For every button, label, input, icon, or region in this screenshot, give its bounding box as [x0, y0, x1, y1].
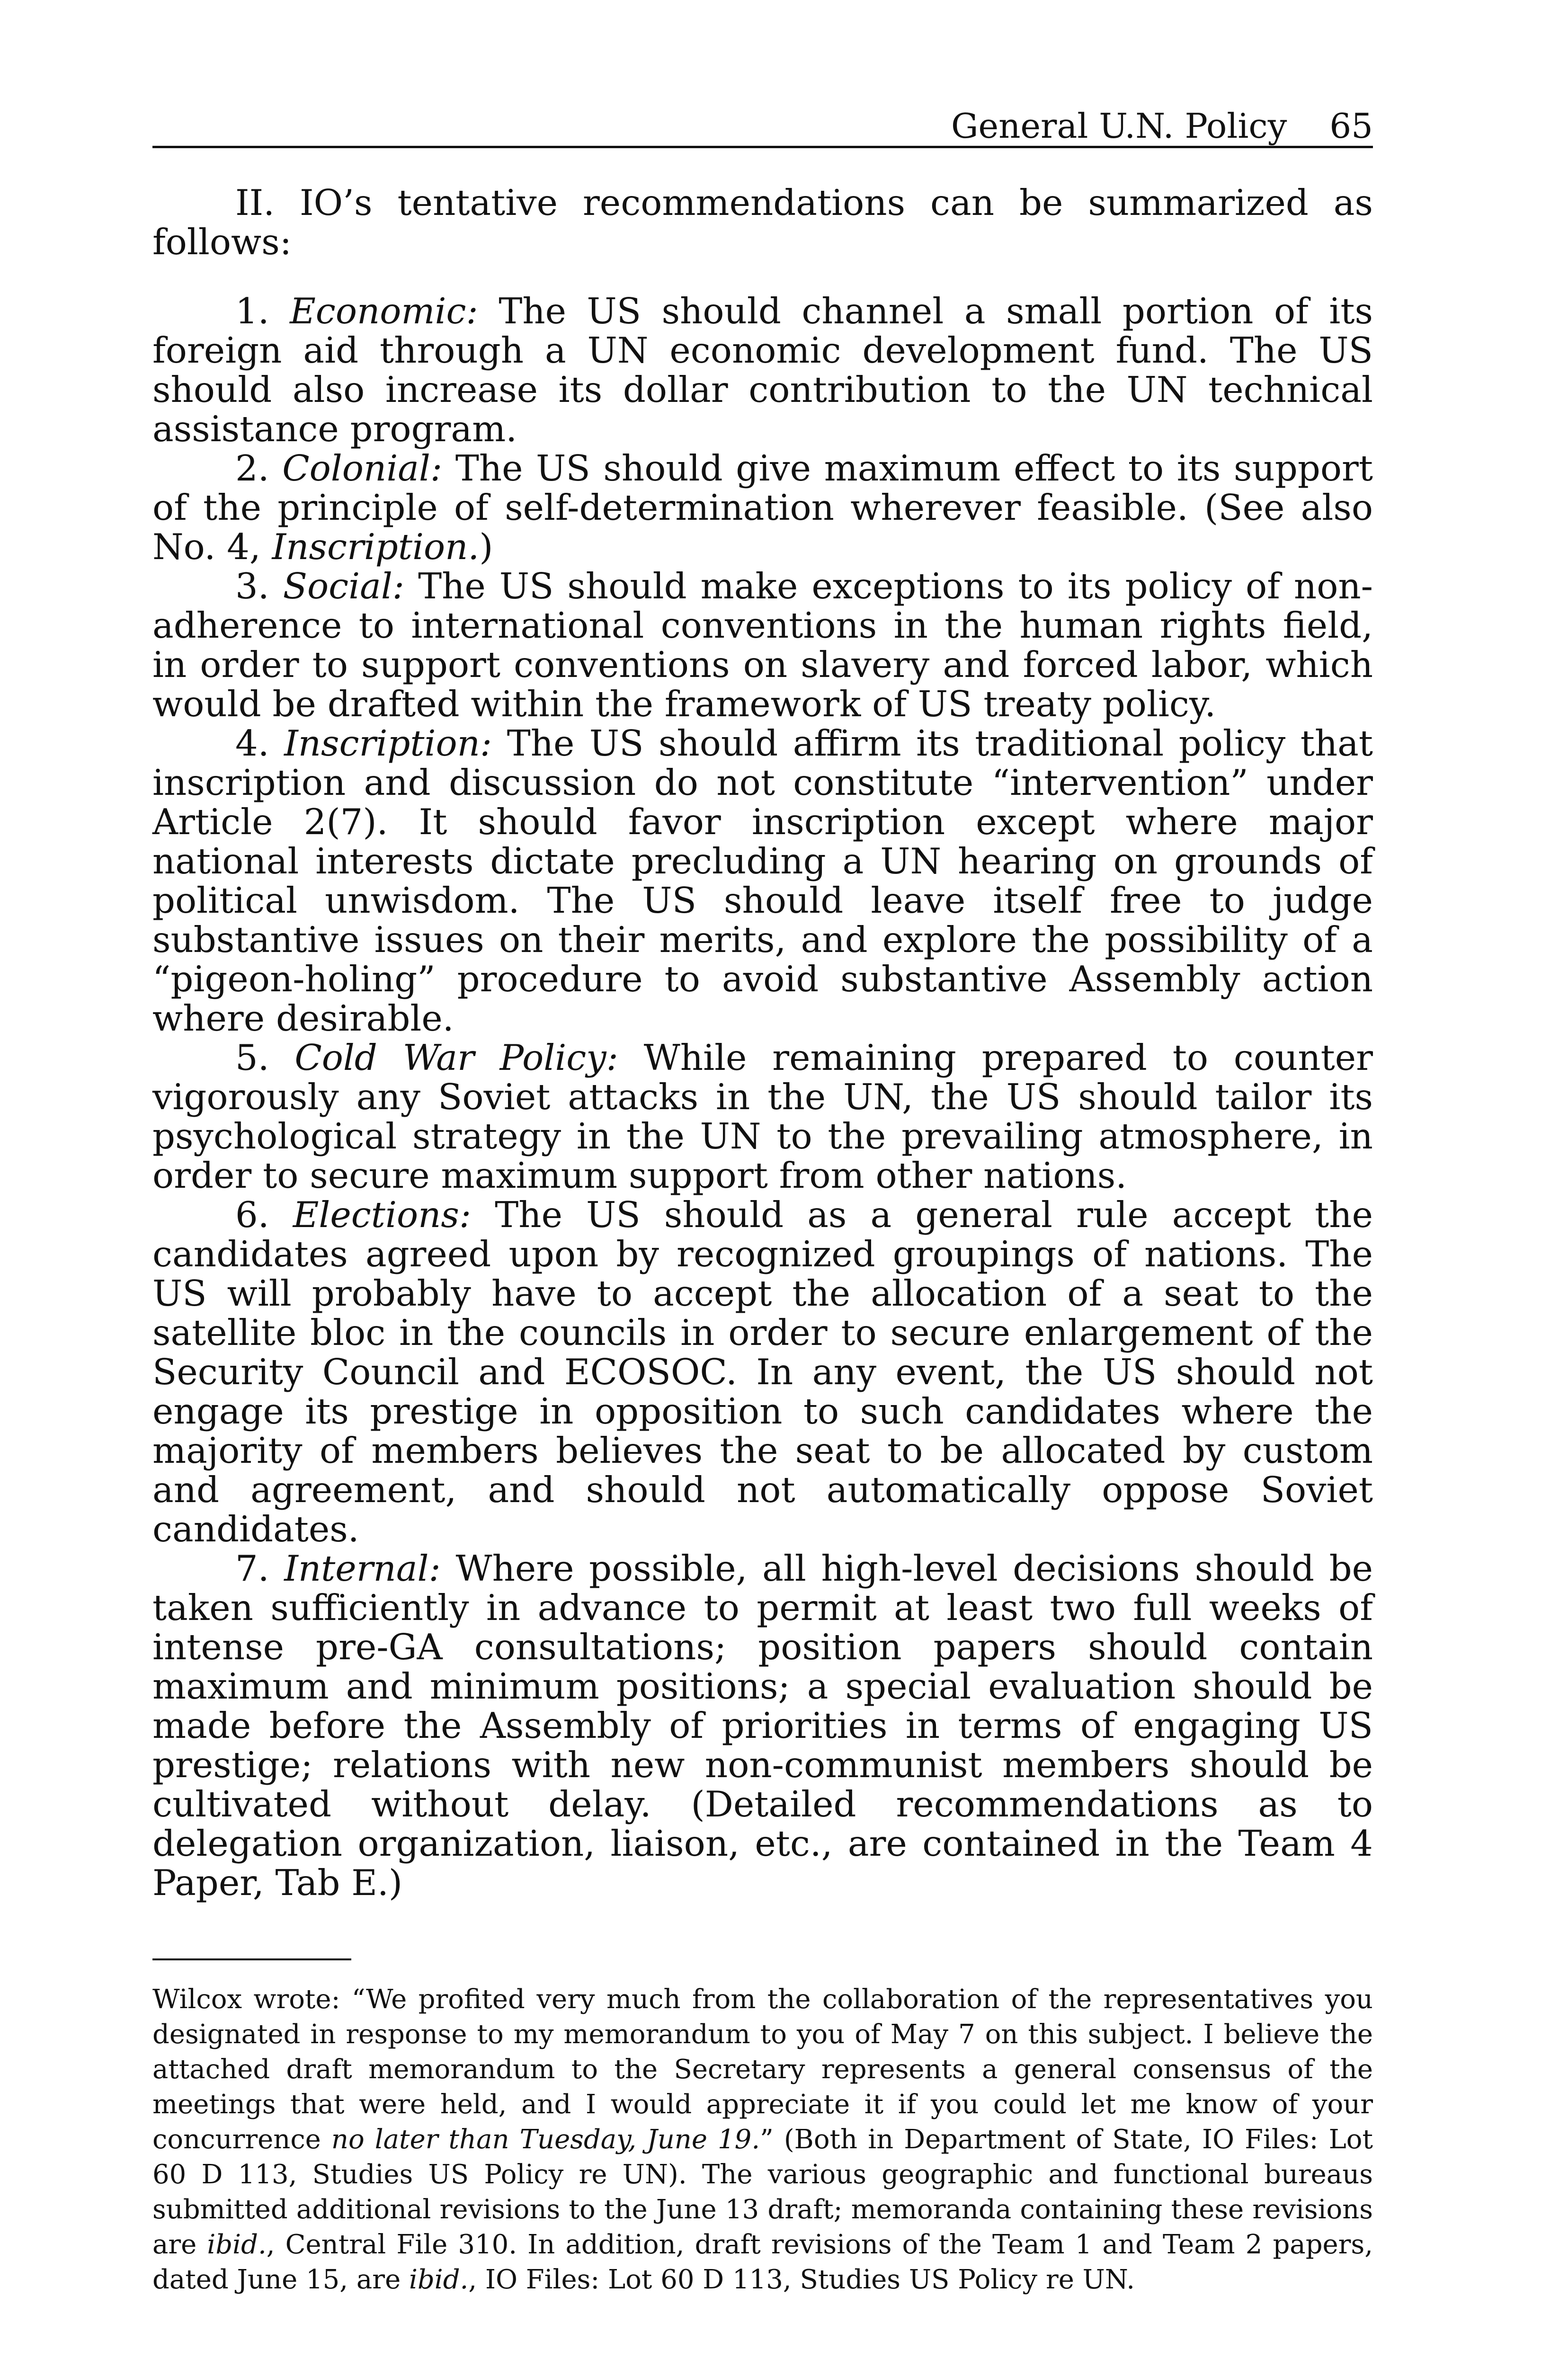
recommendation-text: While remaining prepared to counter vigorously any Soviet attacks in the UN, the US should tailor its psychological strategy in the UN to the prevailing atmosphere, in order to secure maximum support from other nations. [152, 1037, 1373, 1196]
recommendation-inscription [152, 724, 1373, 1038]
recommendation-number: 5. [235, 1037, 269, 1078]
recommendation-number: 6. [235, 1194, 269, 1236]
recommendation-number: 2. [235, 447, 269, 489]
page-number: 65 [1329, 106, 1373, 146]
recommendation-text: The US should make exceptions to its policy of non-adherence to international conventions in the human rights field, in order to support conventions on slavery and forced labor, which would be drafted within the framework of US treaty policy. [152, 565, 1373, 725]
document-page [152, 106, 1373, 2297]
footnote-ibid: ibid. [207, 2229, 267, 2260]
recommendation-label: Economic: [290, 290, 478, 332]
running-header-title: General U.N. Policy [951, 106, 1287, 146]
recommendation-text: The US should as a general rule accept the candidates agreed upon by recognized groupings of nations. The US will probably have to accept the allocation of a seat to the satellite bloc in the councils in order to secure enlargement of the Security Council and ECOSOC. In any event, the US should not engage its prestige in opposition to such candidates where the majority of members believes the seat to be allocated by custom and agreement, and should not automatically oppose Soviet candidates. [152, 1194, 1373, 1550]
footnote-divider [152, 1958, 351, 1960]
recommendation-social [152, 567, 1373, 724]
footnote-deadline: no later than Tuesday, June 19. [331, 2124, 760, 2155]
body-text [152, 183, 1373, 1903]
recommendation-text: The US should channel a small portion of its foreign aid through a UN economic development fund. The US should also increase its dollar contribution to the UN technical assistance program. [152, 290, 1373, 450]
closing-parenthesis: ) [479, 526, 493, 568]
recommendation-number: 1. [235, 290, 269, 332]
recommendation-text: The US should give maximum effect to its support of the principle of self-determination wherever feasible. (See also No. 4, [152, 447, 1373, 568]
recommendation-elections [152, 1195, 1373, 1549]
recommendation-label: Colonial: [282, 447, 443, 489]
intro-paragraph: II. IO’s tentative recommendations can be summarized as follows: [152, 182, 1373, 263]
recommendation-label: Cold War Policy: [294, 1037, 618, 1078]
recommendation-colonial [152, 449, 1373, 567]
footnote-ibid: ibid. [409, 2264, 469, 2295]
recommendation-label: Social: [283, 565, 405, 607]
recommendation-internal [152, 1549, 1373, 1903]
recommendation-text: Where possible, all high-level decisions should be taken sufficiently in advance to permit at least two full weeks of intense pre-GA consultations; position papers should contain maximum and minimum positions; a special evaluation should be made before the Assembly of priorities in terms of engaging US prestige; relations with new non-communist members should be cultivated without delay. (Detailed recommendations as to delegation organization, liaison, etc., are contained in the Team 4 Paper, Tab E.) [152, 1548, 1373, 1904]
running-header [152, 106, 1373, 148]
recommendation-number: 7. [235, 1548, 269, 1589]
footnote-text: ” (Both in Department of State, IO Files: Lot 60 D 113, Studies US Policy re UN). The various geographic and functional bureaus submitted additional revisions to the June 13 draft; memoranda containing these revisions are [152, 2124, 1373, 2260]
recommendation-text: The US should affirm its traditional policy that inscription and discussion do not constitute “intervention” under Article 2(7). It should favor inscription except where major national interests dictate precluding a UN hearing on grounds of political unwisdom. The US should leave itself free to judge substantive issues on their merits, and explore the possibility of a “pigeon-holing” procedure to avoid substantive Assembly action where desirable. [152, 722, 1373, 1039]
footnote-text: Wilcox wrote: “We profited very much from the collaboration of the representatives you designated in response to my memorandum to you of May 7 on this subject. I believe the attached draft memorandum to the Secretary represents a general consensus of the meetings that were held, and I would appreciate it if you could let me know of your concurrence [152, 1984, 1373, 2155]
recommendation-label: Elections: [293, 1194, 472, 1236]
footnote-text: , IO Files: Lot 60 D 113, Studies US Policy re UN. [468, 2264, 1135, 2295]
footnote-text: , Central File 310. In addition, draft revisions of the Team 1 and Team 2 papers, dated June 15, are [152, 2229, 1373, 2295]
recommendation-label: Inscription: [284, 722, 492, 764]
recommendation-number: 3. [235, 565, 269, 607]
recommendation-cold-war-policy [152, 1038, 1373, 1195]
footnote [152, 1982, 1373, 2297]
recommendation-number: 4. [235, 722, 269, 764]
recommendation-label: Internal: [284, 1548, 441, 1589]
recommendation-economic [152, 292, 1373, 449]
recommendation-cross-reference: Inscription. [272, 526, 480, 568]
